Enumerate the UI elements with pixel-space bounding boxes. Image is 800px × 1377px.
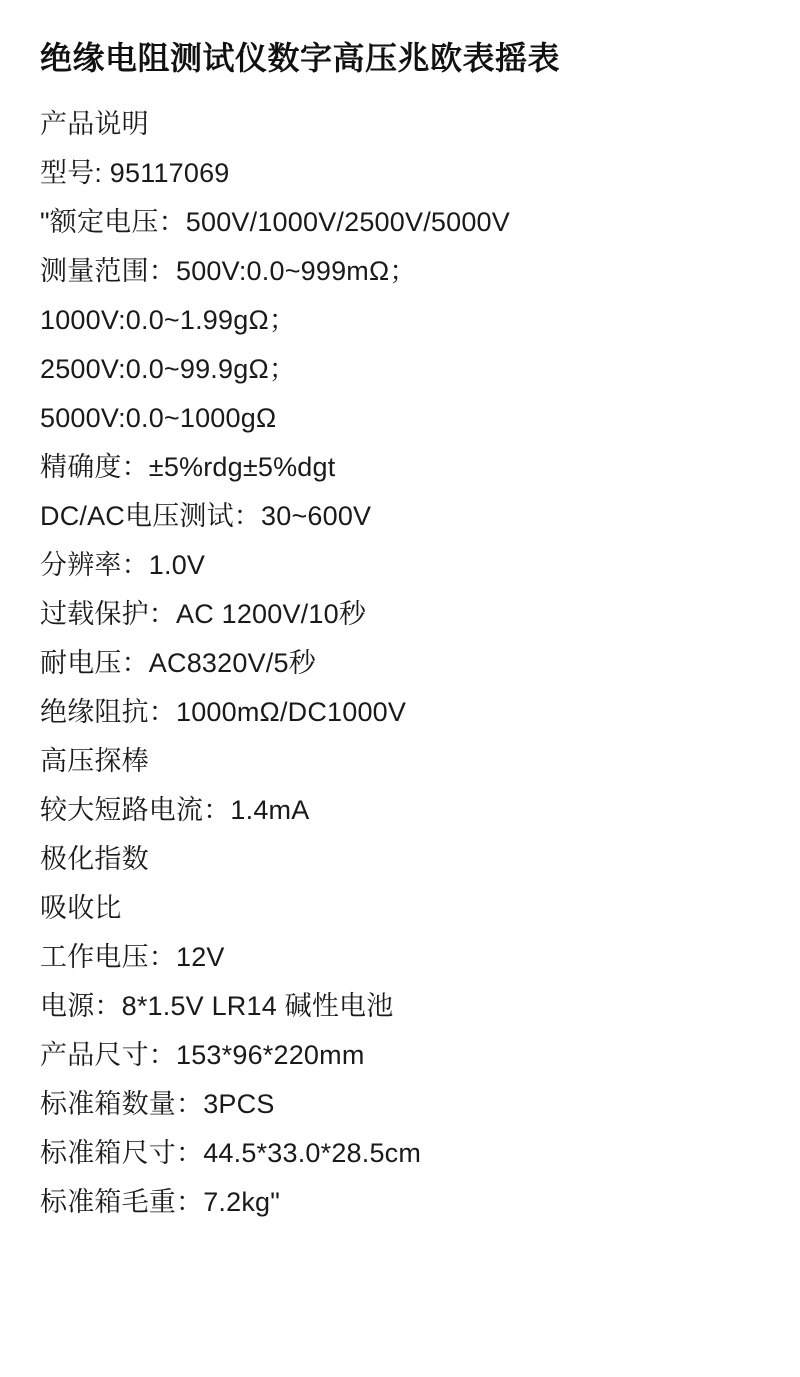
spec-item: 工作电压：12V (40, 942, 225, 972)
spec-item: 分辨率：1.0V (40, 550, 206, 580)
spec-item: 耐电压：AC8320V/5秒 (40, 648, 316, 678)
spec-item: 较大短路电流：1.4mA (40, 795, 310, 825)
section-heading: 产品说明 (40, 109, 149, 139)
spec-item: 测量范围：500V:0.0~999mΩ； (40, 256, 417, 286)
spec-item: 标准箱尺寸：44.5*33.0*28.5cm (40, 1138, 422, 1168)
spec-item: 产品尺寸：153*96*220mm (40, 1040, 365, 1070)
spec-item: 型号: 95117069 (40, 158, 230, 188)
spec-item: 标准箱数量：3PCS (40, 1089, 275, 1119)
spec-item: 绝缘阻抗：1000mΩ/DC1000V (40, 697, 407, 727)
spec-item: 精确度：±5%rdg±5%dgt (40, 452, 336, 482)
spec-list (40, 149, 764, 1227)
spec-item: 高压探棒 (40, 746, 149, 776)
spec-item: 极化指数 (40, 844, 149, 874)
spec-item: 5000V:0.0~1000gΩ (40, 403, 277, 433)
spec-item: DC/AC电压测试：30~600V (40, 501, 372, 531)
spec-item: 2500V:0.0~99.9gΩ； (40, 354, 297, 384)
spec-item: 电源：8*1.5V LR14 碱性电池 (40, 991, 394, 1021)
spec-item: 吸收比 (40, 893, 122, 923)
spec-item: 标准箱毛重：7.2kg" (40, 1187, 281, 1217)
spec-item: 过载保护：AC 1200V/10秒 (40, 599, 367, 629)
page-title: 绝缘电阻测试仪数字高压兆欧表摇表 (40, 40, 561, 76)
spec-item: "额定电压：500V/1000V/2500V/5000V (40, 207, 510, 237)
spec-item: 1000V:0.0~1.99gΩ； (40, 305, 297, 335)
